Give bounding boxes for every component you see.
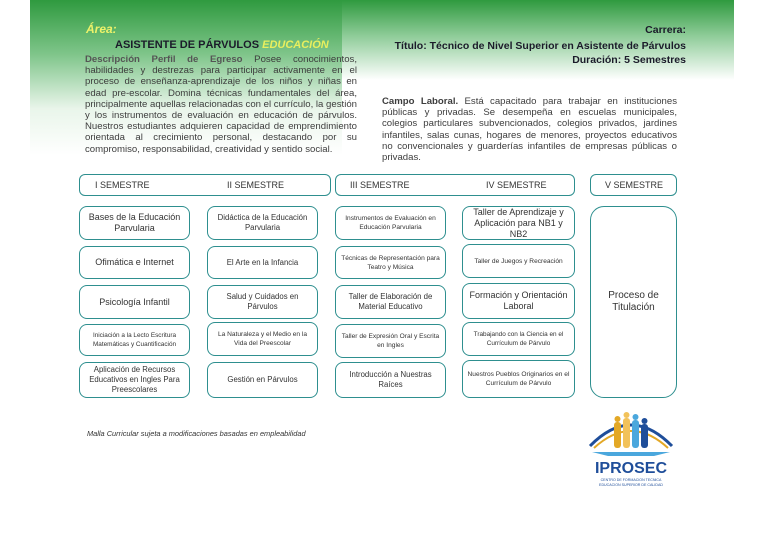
course-box: Taller de Elaboración de Material Educativo (335, 285, 446, 319)
area-title-text: ASISTENTE DE PÁRVULOS (115, 39, 260, 51)
course-box-titulacion: Proceso de Titulación (590, 206, 677, 398)
semester-5-label: V SEMESTRE (605, 180, 664, 190)
logo-name: IPROSEC (594, 460, 668, 477)
course-box: Instrumentos de Evaluación en Educación Parvularia (335, 206, 446, 240)
course-box: Salud y Cuidados en Párvulos (207, 285, 318, 319)
course-box: Técnicas de Representación para Teatro y Música (335, 246, 446, 279)
logo-tagline-1: CENTRO DE FORMACION TECNICA (600, 478, 662, 482)
semester-1-label: I SEMESTRE (95, 180, 150, 190)
course-box: Aplicación de Recursos Educativos en Ingles Para Preescolares (79, 362, 190, 398)
area-title (115, 39, 329, 51)
course-box: Taller de Aprendizaje y Aplicación para NB1 y NB2 (462, 206, 575, 240)
course-box: La Naturaleza y el Medio en la Vida del Preescolar (207, 322, 318, 356)
area-accent: EDUCACIÓN (262, 39, 329, 51)
profile-heading: Descripción Perfil de Egreso (85, 54, 243, 65)
semester-header-1-2 (79, 174, 331, 196)
semester-3-label: III SEMESTRE (350, 180, 410, 190)
course-box: El Arte en la Infancia (207, 246, 318, 279)
profile-description (85, 54, 357, 155)
logo-tagline-2: EDUCACION SUPERIOR DE CALIDAD (599, 483, 663, 487)
work-field-text: Está capacitado para trabajar en instituciones públicas y privadas. Se desempeña en escuelas municipales, colegios particulares subvencionados, colegios privados, jardines infantiles, salas cunas, hogares de menores, proyectos educativos no convencionales y guarderías infantiles de empresas públicas o privadas. (382, 96, 677, 164)
course-box: Taller de Expresión Oral y Escrita en Ingles (335, 324, 446, 358)
course-box: Didáctica de la Educación Parvularia (207, 206, 318, 240)
iprosec-logo (584, 406, 678, 490)
course-box: Trabajando con la Ciencia en el Currículum de Párvulo (462, 322, 575, 356)
semester-header-5 (590, 174, 677, 196)
curriculum-note: Malla Curricular sujeta a modificaciones basadas en empleabilidad (87, 429, 306, 438)
area-label: Área: (86, 22, 117, 36)
course-box: Formación y Orientación Laboral (462, 283, 575, 319)
course-box: Introducción a Nuestras Raíces (335, 362, 446, 398)
course-box: Psicología Infantil (79, 285, 190, 319)
course-box: Iniciación a la Lecto Escritura Matemáticas y Cuantificación (79, 324, 190, 356)
course-box: Taller de Juegos y Recreación (462, 244, 575, 278)
semester-2-label: II SEMESTRE (227, 180, 285, 190)
semester-4-label: IV SEMESTRE (486, 180, 547, 190)
course-box: Gestión en Párvulos (207, 362, 318, 398)
semester-header-3-4 (335, 174, 575, 196)
logo-emblem-icon (584, 406, 678, 490)
career-label: Carrera: (645, 24, 686, 36)
course-box: Bases de la Educación Parvularia (79, 206, 190, 240)
work-field-heading: Campo Laboral. (382, 96, 459, 107)
work-field (382, 96, 677, 163)
course-box: Nuestros Pueblos Originarios en el Currículum de Párvulo (462, 360, 575, 398)
course-box: Ofimática e Internet (79, 246, 190, 279)
profile-text: Posee conocimientos, habilidades y destrezas para participar activamente en el proceso de enseñanza-aprendizaje de los niños y niñas en edad pre-escolar. Domina técnicas fundamentales del área, principalmente aquellas relacionadas con el currículo, la gestión y los instrumentos de evaluación en educación de párvulos. Nuestros estudiantes adquieren capacidad de emprendimiento orientada al crecimiento personal, destacando por su compromiso, responsabilidad, creatividad y sentido social. (85, 54, 357, 155)
career-title: Título: Técnico de Nivel Superior en Asistente de Párvulos (394, 40, 686, 52)
career-duration: Duración: 5 Semestres (572, 54, 686, 66)
